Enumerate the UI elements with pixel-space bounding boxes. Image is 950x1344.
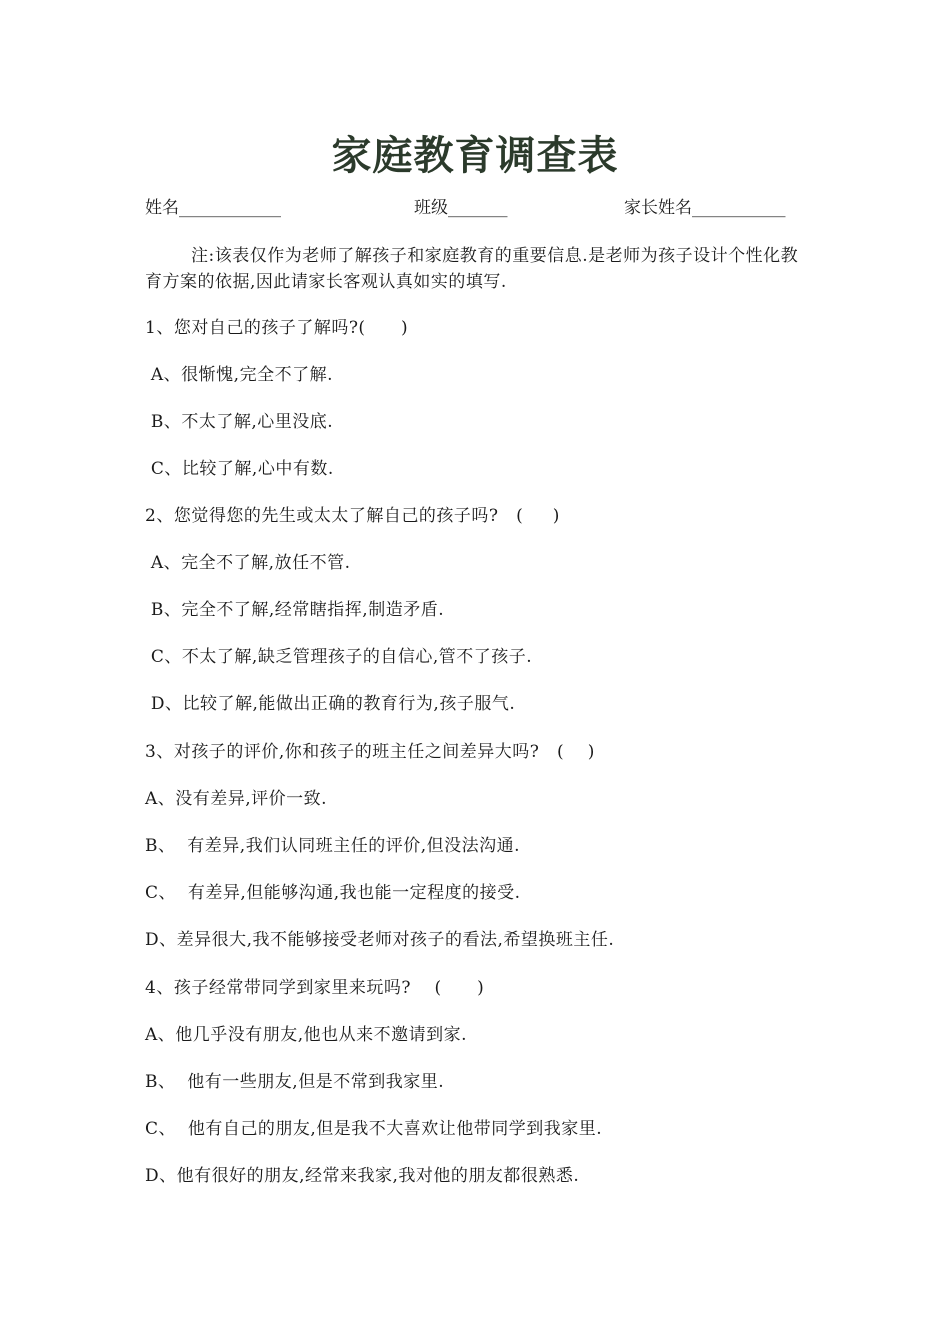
page-title: 家庭教育调查表 (331, 133, 619, 179)
option-4b: B、 他有一些朋友,但是不常到我家里. (145, 1072, 445, 1092)
student-name-field: 姓名____________ (145, 198, 281, 218)
option-3d: D、差异很大,我不能够接受老师对孩子的看法,希望换班主任. (145, 930, 615, 950)
option-4a: A、他几乎没有朋友,他也从来不邀请到家. (145, 1025, 468, 1045)
option-3a: A、没有差异,评价一致. (145, 789, 328, 809)
option-2d: D、比较了解,能做出正确的教育行为,孩子服气. (145, 694, 516, 714)
option-1b: B、不太了解,心里没底. (145, 412, 334, 432)
option-1c: C、比较了解,心中有数. (145, 459, 334, 479)
option-2a: A、完全不了解,放任不管. (145, 553, 351, 573)
option-3b: B、 有差异,我们认同班主任的评价,但没法沟通. (145, 836, 521, 856)
question-4: 4、孩子经常带同学到家里来玩吗? ( ) (145, 978, 485, 998)
option-4c: C、 他有自己的朋友,但是我不大喜欢让他带同学到我家里. (145, 1119, 603, 1139)
option-1a: A、很惭愧,完全不了解. (145, 365, 333, 385)
question-3: 3、对孩子的评价,你和孩子的班主任之间差异大吗? ( ) (145, 742, 595, 762)
question-1: 1、您对自己的孩子了解吗?( ) (145, 318, 409, 338)
option-4d: D、他有很好的朋友,经常来我家,我对他的朋友都很熟悉. (145, 1166, 580, 1186)
survey-note: 注:该表仅作为老师了解孩子和家庭教育的重要信息.是老师为孩子设计个性化教育方案的依据,因此请家长客观认真如实的填写. (145, 246, 799, 292)
option-2c: C、不太了解,缺乏管理孩子的自信心,管不了孩子. (145, 647, 533, 667)
option-3c: C、 有差异,但能够沟通,我也能一定程度的接受. (145, 883, 521, 903)
parent-name-field: 家长姓名___________ (624, 198, 786, 218)
option-2b: B、完全不了解,经常瞎指挥,制造矛盾. (145, 600, 445, 620)
class-field: 班级_______ (414, 198, 508, 218)
question-2: 2、您觉得您的先生或太太了解自己的孩子吗? ( ) (145, 506, 560, 526)
